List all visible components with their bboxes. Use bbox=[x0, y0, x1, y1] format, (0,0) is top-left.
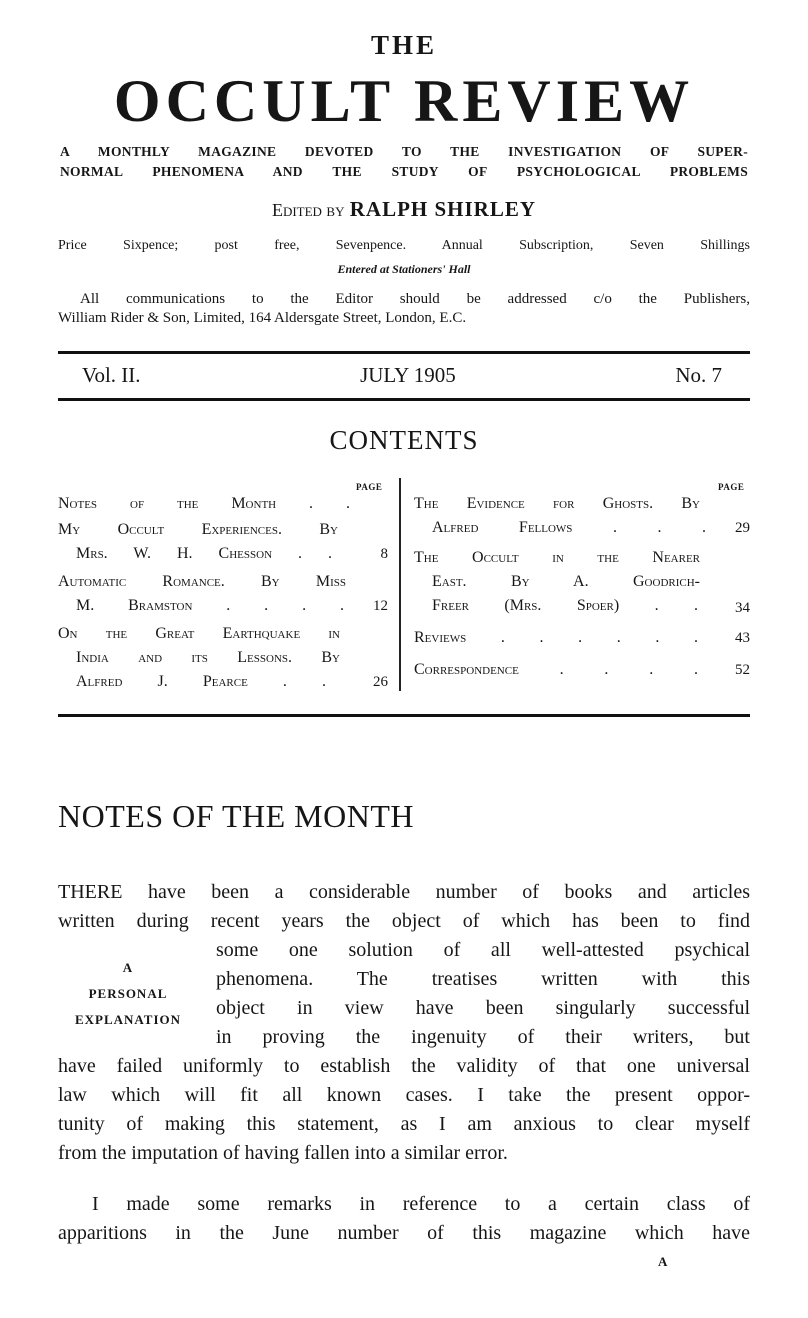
rule-contents-end bbox=[58, 714, 750, 717]
toc-item-title: The Evidence for Ghosts. By bbox=[414, 495, 700, 512]
toc-item bbox=[414, 494, 750, 548]
entered-note: Entered at Stationers' Hall bbox=[337, 262, 471, 276]
page-header-right: PAGE bbox=[718, 482, 745, 492]
toc-item bbox=[58, 572, 388, 624]
text-line: phenomena. The treatises written with this bbox=[216, 968, 750, 990]
toc-left-column bbox=[58, 494, 388, 698]
editor-credit bbox=[0, 197, 808, 222]
column-separator bbox=[399, 478, 401, 691]
toc-item bbox=[58, 494, 388, 520]
toc-item-title: India and its Lessons. By bbox=[76, 649, 340, 666]
side-note bbox=[48, 955, 208, 1033]
communications-line-2: William Rider & Son, Limited, 164 Aldersgate Street, London, E.C. bbox=[58, 310, 467, 326]
toc-item-title: Reviews . . . . . . bbox=[414, 629, 698, 646]
masthead-the: THE bbox=[370, 30, 438, 60]
page-header-left: PAGE bbox=[356, 482, 383, 492]
rule-bottom bbox=[58, 398, 750, 401]
side-note-line: EXPLANATION bbox=[74, 1012, 182, 1027]
issue-number: No. 7 bbox=[675, 363, 722, 387]
text-line: written during recent years the object of which has been to find bbox=[58, 910, 750, 932]
toc-item-title: On the Great Earthquake in bbox=[58, 625, 340, 642]
text-line: object in view have been singularly successful bbox=[216, 997, 750, 1019]
volume-label: Vol. II. bbox=[82, 363, 141, 387]
toc-item-title: Alfred Fellows . . . bbox=[432, 519, 706, 536]
subtitle-line-2: NORMAL PHENOMENA AND THE STUDY OF PSYCHOLOGICAL PROBLEMS bbox=[60, 164, 748, 179]
toc-item-title: Notes of the Month . . bbox=[58, 495, 350, 512]
price-line: Price Sixpence; post free, Sevenpence. Annual Subscription, Seven Shillings bbox=[58, 238, 750, 253]
text-line: tunity of making this statement, as I am anxious to clear myself bbox=[58, 1113, 750, 1135]
text-line: have failed uniformly to establish the validity of that one universal bbox=[58, 1055, 750, 1077]
rule-top bbox=[58, 351, 750, 354]
subtitle-line-1: A MONTHLY MAGAZINE DEVOTED TO THE INVESTIGATION OF SUPER- bbox=[60, 144, 748, 159]
toc-item bbox=[58, 520, 388, 572]
toc-item-page: 29 bbox=[735, 520, 750, 536]
issue-date: JULY 1905 bbox=[360, 363, 456, 387]
toc-item-page: 26 bbox=[373, 674, 388, 690]
text-line: apparitions in the June number of this magazine which have bbox=[58, 1222, 750, 1244]
issue-row bbox=[82, 363, 722, 388]
magazine-title: OCCULT REVIEW bbox=[113, 68, 695, 134]
text-line: THERE have been a considerable number of books and articles bbox=[58, 881, 750, 903]
toc-item-title: Correspondence . . . . bbox=[414, 661, 698, 678]
toc-item bbox=[414, 660, 750, 686]
toc-item-title: Freer (Mrs. Spoer) . . bbox=[432, 597, 698, 614]
toc-item-page: 34 bbox=[735, 600, 750, 616]
text-line: in proving the ingenuity of their writers, but bbox=[216, 1026, 750, 1048]
text-line: from the imputation of having fallen into a similar error. bbox=[58, 1142, 508, 1164]
toc-item-title: M. Bramston . . . . bbox=[76, 597, 344, 614]
toc-item-title: My Occult Experiences. By bbox=[58, 521, 338, 538]
toc-item-page: 12 bbox=[373, 598, 388, 614]
side-note-line: A bbox=[122, 960, 134, 975]
text-line: some one solution of all well-attested psychical bbox=[216, 939, 750, 961]
toc-item-title: East. By A. Goodrich- bbox=[432, 573, 700, 590]
text-line: law which will fit all known cases. I take the present oppor- bbox=[58, 1084, 750, 1106]
toc-item-title: Alfred J. Pearce . . bbox=[76, 673, 326, 690]
toc-item bbox=[414, 548, 750, 628]
toc-right-column bbox=[414, 494, 750, 686]
toc-item-page: 52 bbox=[735, 662, 750, 678]
toc-item-page: 43 bbox=[735, 630, 750, 646]
communications-line-1: All communications to the Editor should be addressed c/o the Publishers, bbox=[80, 291, 750, 307]
article-paragraph-2 bbox=[0, 1190, 808, 1248]
toc-item bbox=[414, 628, 750, 660]
signature-mark: A bbox=[658, 1254, 668, 1269]
article-heading: NOTES OF THE MONTH bbox=[58, 798, 414, 834]
toc-item-title: Automatic Romance. By Miss bbox=[58, 573, 346, 590]
text-line: I made some remarks in reference to a certain class of bbox=[92, 1193, 750, 1215]
toc-item bbox=[58, 624, 388, 698]
toc-item-title: The Occult in the Nearer bbox=[414, 549, 700, 566]
editor-name: RALPH SHIRLEY bbox=[349, 197, 537, 221]
edited-by-label: Edited by bbox=[271, 200, 345, 220]
toc-item-page: 8 bbox=[380, 546, 388, 562]
side-note-line: PERSONAL bbox=[88, 986, 168, 1001]
contents-heading: CONTENTS bbox=[329, 425, 479, 455]
toc-item-title: Mrs. W. H. Chesson . . bbox=[76, 545, 332, 562]
